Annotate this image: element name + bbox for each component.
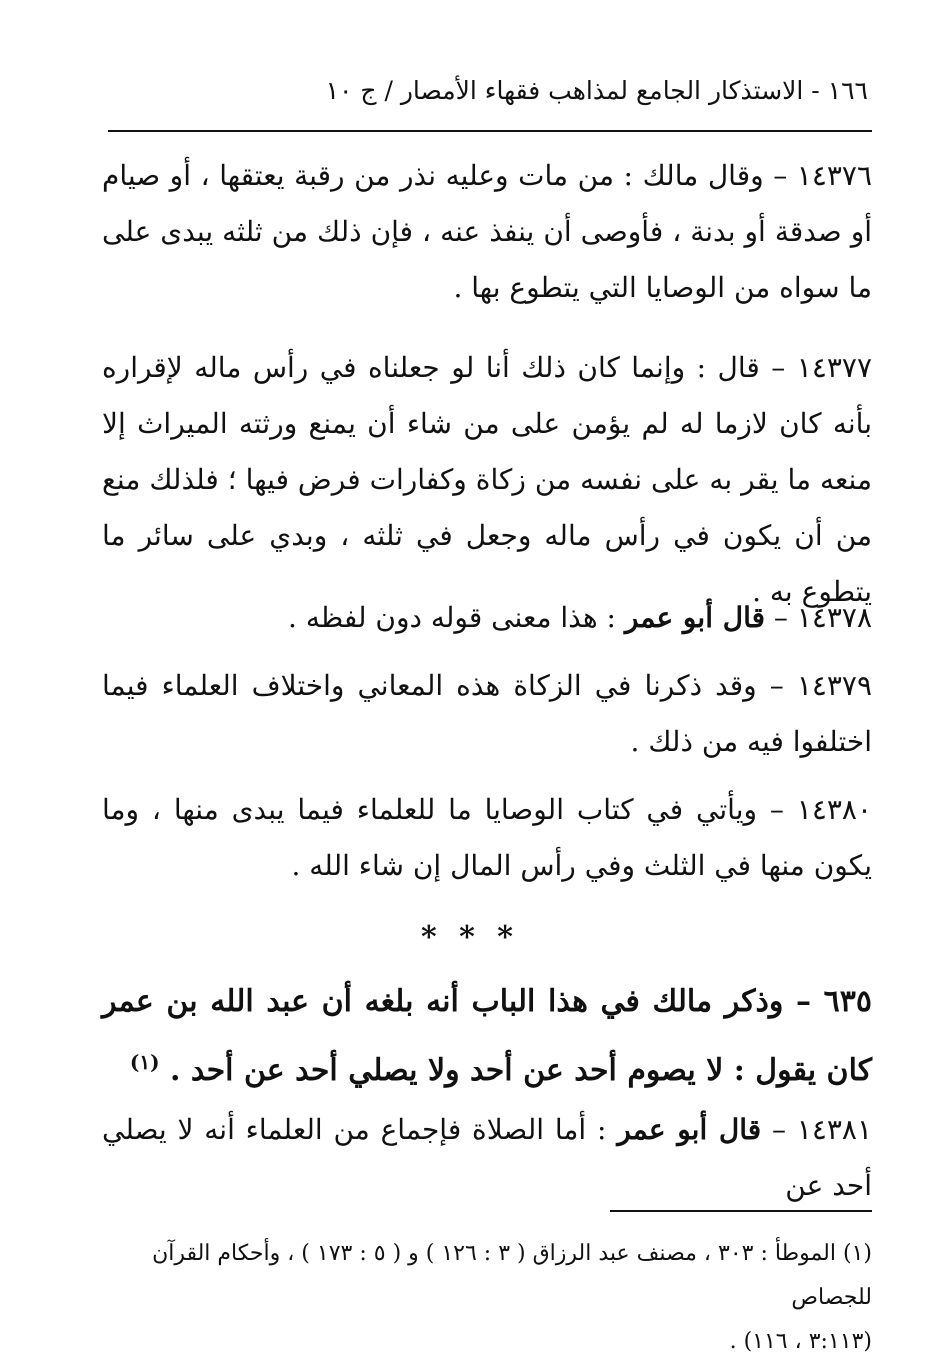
paragraph-14379	[102, 658, 872, 770]
dash: –	[783, 984, 812, 1019]
running-header	[108, 70, 872, 132]
paragraph-14377	[102, 340, 872, 620]
paragraph-14376	[102, 148, 872, 316]
paragraph-text: : أما الصلاة فإجماع من العلماء أنه لا يصلي أحد عن	[102, 1113, 872, 1202]
dash: –	[756, 669, 784, 702]
paragraph-text: وقال مالك : من مات وعليه نذر من رقبة يعتقها ، أو صيام أو صدقة أو بدنة ، فأوصى أن ينفذ عنه ، فإن ذلك من ثلثه يبدى على ما سواه من الوصايا التي يتطوع بها .	[102, 159, 872, 304]
footnote-line-2: (٣:١١٣ ، ١١٦) .	[729, 1329, 872, 1354]
paragraph-number: ١٤٣٨١	[796, 1113, 872, 1146]
paragraph-14381	[102, 1102, 872, 1214]
paragraph-number: ١٤٣٧٨	[796, 601, 872, 634]
paragraph-14380	[102, 782, 872, 894]
footnote-divider	[610, 1210, 872, 1212]
paragraph-number: ١٤٣٧٩	[796, 669, 873, 702]
footnote	[102, 1232, 872, 1364]
paragraph-number: ١٤٣٧٦	[796, 159, 872, 192]
footnote-line-1: (١) الموطأ : ٣٠٣ ، مصنف عبد الرزاق ( ٣ : ١٢٦ ) و ( ٥ : ١٧٣ ) ، وأحكام القرآن للجصاص	[152, 1241, 872, 1310]
section-separator: * * *	[421, 920, 519, 955]
dash: –	[763, 159, 788, 192]
paragraph-text: ويأتي في كتاب الوصايا ما للعلماء فيما يبدى منها ، وما يكون منها في الثلث وفي رأس المال إن شاء الله .	[102, 793, 872, 882]
speaker-label: قال أبو عمر	[617, 1113, 762, 1146]
dash: –	[761, 1113, 786, 1146]
header-title: ١٦٦ - الاستذكار الجامع لمذاهب فقهاء الأمصار / ج ١٠	[325, 76, 868, 105]
paragraph-number: ١٤٣٧٧	[796, 351, 872, 384]
paragraph-14378	[102, 590, 872, 646]
speaker-label: قال أبو عمر	[624, 601, 765, 634]
dash: –	[757, 793, 784, 826]
hadith-635	[102, 972, 872, 1101]
paragraph-number: ١٤٣٨٠	[796, 793, 872, 826]
dash: –	[759, 351, 786, 384]
paragraph-text: : هذا معنى قوله دون لفظه .	[288, 601, 616, 634]
dash: –	[764, 601, 788, 634]
paragraph-text: قال : وإنما كان ذلك أنا لو جعلناه في رأس ماله لإقراره بأنه كان لازما له لم يؤمن على من شاء أن يمنع ورثته الميراث إلا منعه ما يقر به على نفسه من زكاة وكفارات فرض فيها ؛ فلذلك منع من أن يكون في رأس ماله وجعل في ثلثه ، وبدي على سائر ما يتطوع به .	[102, 351, 873, 608]
footnote-reference: (١)	[129, 1050, 160, 1074]
hadith-number: ٦٣٥	[823, 984, 872, 1019]
hadith-text: وذكر مالك في هذا الباب أنه بلغه أن عبد الله بن عمر كان يقول : لا يصوم أحد عن أحد ولا يصلي أحد عن أحد .	[102, 984, 872, 1088]
paragraph-text: وقد ذكرنا في الزكاة هذه المعاني واختلاف العلماء فيما اختلفوا فيه من ذلك .	[102, 669, 872, 758]
